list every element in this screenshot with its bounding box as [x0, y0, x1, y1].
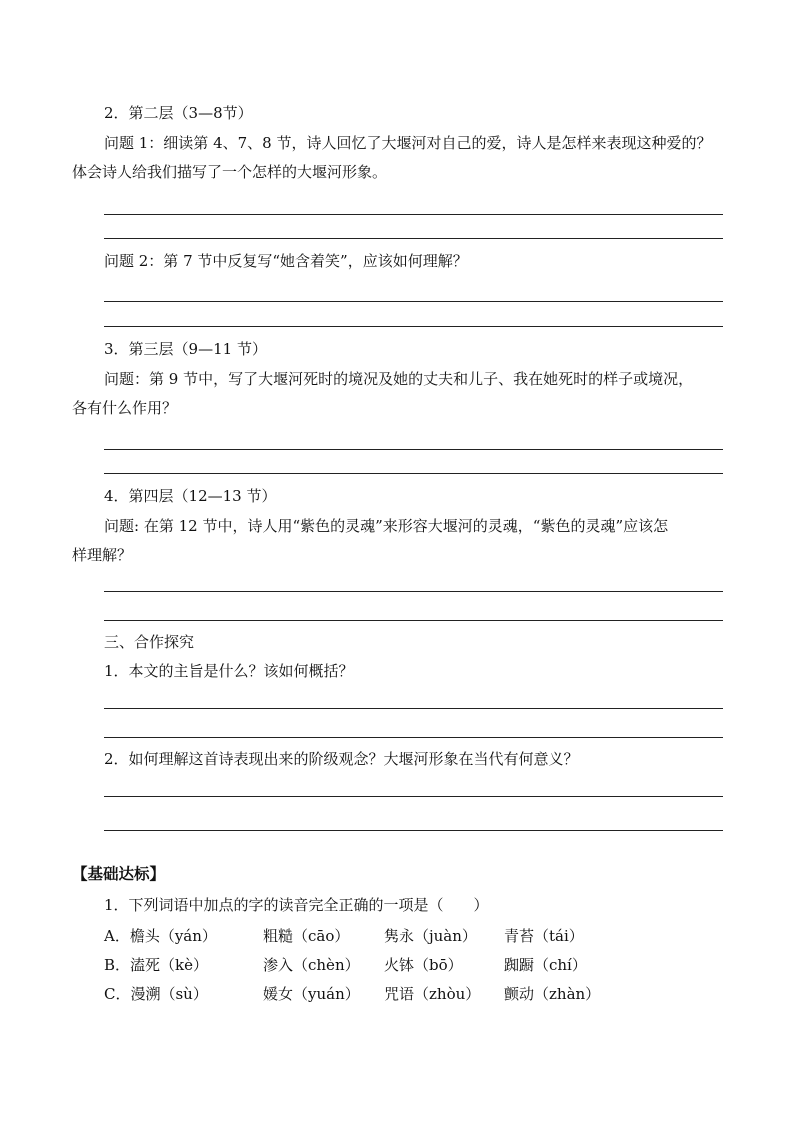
answer-line [104, 737, 723, 738]
answer-line [104, 301, 723, 302]
cooperative-question-1: 1．本文的主旨是什么？该如何概括？ [104, 662, 354, 680]
option-b-word-3: 火钵（bō） [384, 956, 463, 974]
option-c-word-3: 咒语（zhòu） [384, 985, 481, 1003]
option-a-word-3: 隽永（juàn） [384, 927, 477, 945]
answer-line [104, 708, 723, 709]
answer-line [104, 796, 723, 797]
layer2-title: 2．第二层（3—8节） [104, 104, 253, 122]
layer3-title: 3．第三层（9—11 节） [104, 340, 267, 358]
section-3-title: 三、合作探究 [104, 633, 195, 651]
answer-line [104, 214, 723, 215]
answer-line [104, 473, 723, 474]
option-a-word-1: A．檐头（yán） [104, 927, 217, 945]
option-b-word-2: 渗入（chèn） [263, 956, 360, 974]
option-c-word-2: 媛女（yuán） [263, 985, 360, 1003]
answer-line [104, 449, 723, 450]
answer-line [104, 238, 723, 239]
option-c-word-4: 颤动（zhàn） [504, 985, 601, 1003]
question-3-line-1: 问题：第 9 节中，写了大堰河死时的境况及她的丈夫和儿子、我在她死时的样子或境况， [104, 370, 694, 388]
option-b-word-1: B．溘死（kè） [104, 956, 208, 974]
question-3-line-2: 各有什么作用？ [72, 399, 178, 417]
option-a-word-4: 青苔（tái） [504, 927, 584, 945]
question-2: 问题 2：第 7 节中反复写“她含着笑”，应该如何理解？ [104, 252, 468, 270]
question-1-line-1: 问题 1：细读第 4、7、8 节，诗人回忆了大堰河对自己的爱，诗人是怎样来表现这种爱的？ [104, 134, 712, 152]
option-c-word-1: C．漫溯（sù） [104, 985, 208, 1003]
question-4-line-1: 问题: 在第 12 节中，诗人用“紫色的灵魂”来形容大堰河的灵魂，“紫色的灵魂”应该怎 [104, 517, 669, 535]
option-b-word-4: 踟蹰（chí） [504, 956, 587, 974]
answer-line [104, 591, 723, 592]
cooperative-question-2: 2．如何理解这首诗表现出来的阶级观念？大堰河形象在当代有何意义？ [104, 750, 579, 768]
question-1-line-2: 体会诗人给我们描写了一个怎样的大堰河形象。 [72, 163, 388, 181]
layer4-title: 4．第四层（12—13 节） [104, 487, 277, 505]
answer-line [104, 620, 723, 621]
option-a-word-2: 粗糙（cāo） [263, 927, 350, 945]
question-4-line-2: 样理解？ [72, 546, 133, 564]
basics-question-1: 1．下列词语中加点的字的读音完全正确的一项是（ ） [104, 896, 489, 914]
answer-line [104, 830, 723, 831]
answer-line [104, 326, 723, 327]
basics-title: 【基础达标】 [72, 864, 166, 883]
